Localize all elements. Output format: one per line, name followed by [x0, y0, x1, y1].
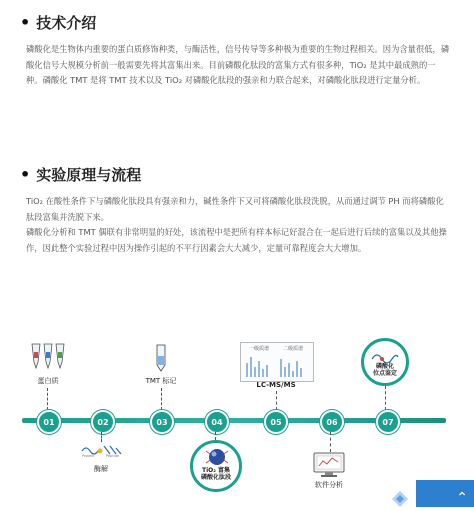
connector — [101, 432, 103, 442]
tube-icon — [155, 344, 167, 372]
paragraph: 磷酸化是生物体内重要的蛋白质修饰种类，与酶活性，信号传导等多种极为重要的生物过程相关。因为含量很低，磷酸化信号大规模分析前一般需要先将其富集出来。目前磷酸化肽段的富集方式有很多种，TiO₂ 是其中最成熟的一种。磷酸化 TMT 是将 TMT 技术以及 TiO₂ 对磷酸化肽段的强亲和力联合起来，对磷酸化肽段进行定量分析。 — [26, 44, 450, 85]
connector — [276, 391, 278, 410]
step-node-02: 02 — [91, 410, 115, 434]
ms2-label: 二级质谱 — [283, 346, 304, 352]
section-title-tech-intro — [20, 12, 96, 33]
tech-intro-text — [26, 42, 450, 89]
step-label-phospho-site: 磷酸化 位点鉴定 — [372, 363, 397, 377]
step-node-05: 05 — [264, 410, 288, 434]
paragraph: TiO₂ 在酸性条件下与磷酸化肽段具有强亲和力，碱性条件下又可将磷酸化肽段洗脱，从而通过调节 PH 而将磷酸化肽段富集并洗脱下来。 — [26, 196, 444, 222]
step-node-03: 03 — [150, 410, 174, 434]
section-title-text: 技术介绍 — [36, 14, 97, 32]
step-label-digestion: 酶解 — [94, 465, 108, 473]
step-node-04: 04 — [205, 410, 229, 434]
computer-monitor-icon — [312, 452, 346, 478]
ms-spectrum-panel — [240, 342, 314, 382]
bullet-icon: • — [20, 13, 31, 32]
connector — [47, 388, 49, 410]
step-label-tio2: TiO₂ 富集 磷酸化肽段 — [200, 467, 231, 481]
step-label-software: 软件分析 — [315, 481, 343, 489]
digest-left-label: Protein — [82, 454, 95, 458]
scroll-to-top-icon[interactable]: ⌃ — [456, 490, 468, 506]
tio2-enrichment-circle — [190, 440, 242, 492]
principle-text — [26, 194, 450, 256]
ms1-label: 一级质谱 — [249, 346, 270, 352]
connector — [330, 432, 332, 452]
connector — [161, 388, 163, 410]
connector — [215, 432, 217, 440]
digestion-icon — [80, 442, 124, 460]
step-label-tmt: TMT 标记 — [145, 377, 177, 385]
section-title-principle — [20, 164, 141, 185]
connector — [385, 386, 387, 410]
step-label-protein: 蛋白质 — [37, 377, 59, 385]
step-label-lcms: LC-MS/MS — [256, 381, 296, 389]
step-node-06: 06 — [320, 410, 344, 434]
protein-tubes-icon — [28, 342, 68, 370]
floating-logo-icon — [388, 489, 412, 507]
step-node-01: 01 — [37, 410, 61, 434]
step-node-07: 07 — [376, 410, 400, 434]
corner-widget[interactable] — [416, 480, 474, 507]
paragraph: 磷酸化分析和 TMT 偶联有非常明显的好处，该流程中是把所有样本标记好混合在一起后进行后续的富集以及其他操作，因此整个实验过程中因为操作引起的不平行因素会大大减少，定量可靠程度会大大增加。 — [26, 227, 447, 253]
bullet-icon: • — [20, 165, 31, 184]
phospho-site-circle — [361, 338, 409, 386]
section-title-text: 实验原理与流程 — [36, 166, 142, 184]
digest-right-label: Peptide — [106, 454, 120, 458]
